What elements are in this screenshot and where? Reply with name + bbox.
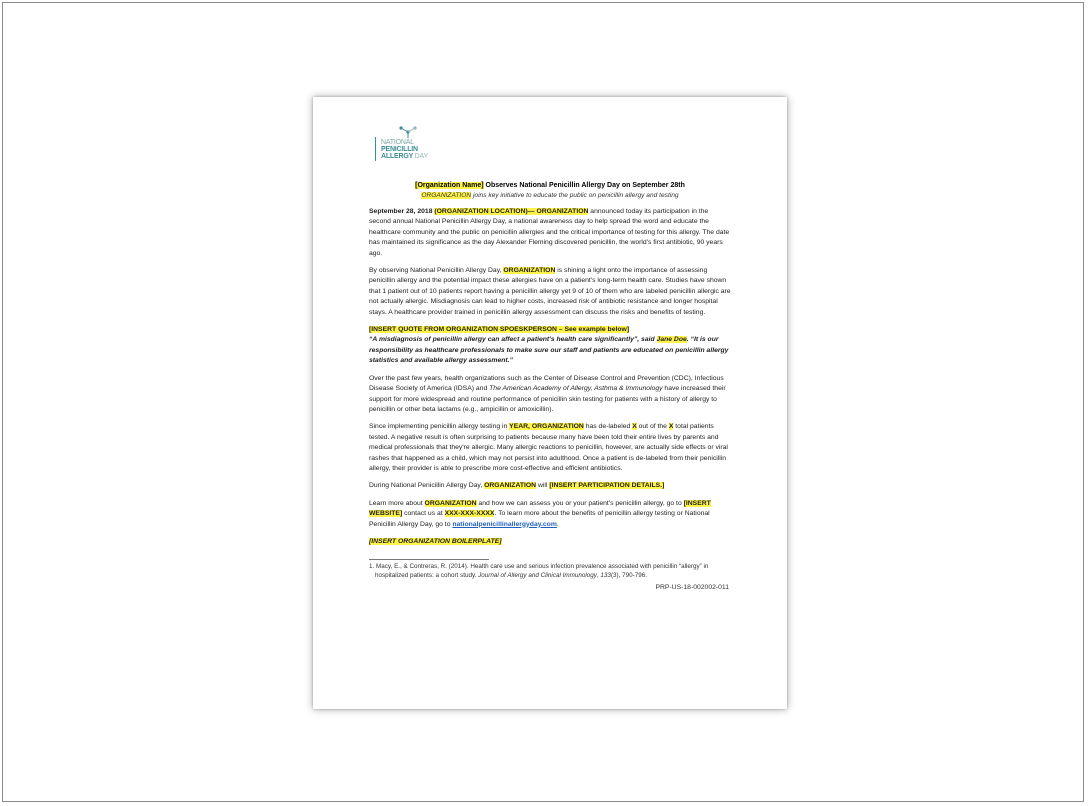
logo-bar: [375, 137, 376, 161]
paragraph-results: Since implementing penicillin allergy testing in YEAR, ORGANIZATION has de-labeled X out of the X total patients tested. A negative result is often surprising to patients because many have been told their entire lives by parents and medical professionals that they're allergic. Many allergic reactions to penicillin, however, are actually side effects or viral rashes that happened as a child, which may not persist into adulthood. Once a patient is de-labeled from their penicillin allergy, their provider is able to prescribe more cost-effective and efficient antibiotics.: [369, 423, 728, 472]
paragraph-participation: During National Penicillin Allergy Day, ORGANIZATION will [INSERT PARTICIPATION DETAILS.]: [369, 482, 665, 490]
paragraph-observing: By observing National Penicillin Allergy Day, ORGANIZATION is shining a light onto the importance of assessing penicillin allergy and the potential impact these allergies have on a patient's long-term health care. Studies have shown that 1 patient out of 10 patients report having a penicillin allergy yet 9 of 10 of them who are labeled penicillin allergic are not actually allergic. Misdiagnosis can lead to higher costs, increased risk of antibiotic resistance and longer hospital stays. A healthcare provider trained in penicillin allergy assessment can discuss the risks and benefits of testing.: [369, 267, 731, 316]
quote-label: [INSERT QUOTE FROM ORGANIZATION SPOESKPERSON – See example below]: [369, 326, 630, 334]
logo-text-allergy: ALLERGY DAY: [381, 153, 428, 160]
document-page: [313, 97, 787, 709]
footnote-divider: [369, 559, 489, 560]
press-release-body: [369, 181, 731, 591]
website-link[interactable]: nationalpenicillinallergyday.com: [452, 520, 557, 528]
release-subtitle: ORGANIZATION joins key initiative to educate the public on penicillin allergy and testing: [421, 192, 679, 199]
paragraph-announcement: September 28, 2018 (ORGANIZATION LOCATION)— ORGANIZATION announced today its participation in the second annual National Penicillin Allergy Day, a national awareness day to help spread the word and educate the healthcare community and the public on penicillin allergies and the critical importance of testing for this allergy. The date has maintained its significance as the day Alexander Fleming discovered penicillin, the world's first antibiotic, 90 years ago.: [369, 208, 730, 257]
paragraph-learn-more: Learn more about ORGANIZATION and how we can assess you or your patient's penicillin allergy, go to [INSERT WEBSITE] contact us at XXX-XXX-XXXX. To learn more about the benefits of penicillin allergy testing or National Penicillin Allergy Day, go to nationalpenicillinallergyday.com.: [369, 499, 711, 528]
footnote: 1. Macy, E., & Contreras, R. (2014). Health care use and serious infection prevalence associated with penicillin “allergy” in hospitalized patients: a cohort study. Journal of Allergy and Clinical Immunology, 133(3), 790-796.: [369, 563, 709, 579]
document-code: PRP-US-18-002002-011: [655, 583, 729, 591]
preview-frame: [2, 2, 1084, 802]
logo-text-penicillin: PENICILLIN: [381, 146, 418, 153]
release-title: [Organization Name] Observes National Penicillin Allergy Day on September 28th: [415, 182, 685, 189]
paragraph-quote: [INSERT QUOTE FROM ORGANIZATION SPOESKPERSON – See example below] “A misdiagnosis of penicillin allergy can affect a patient's health care significantly”, said Jane Doe. “It is our responsibility as healthcare professionals to make sure our staff and patients are educated on penicillin allergy statistics and available allergy assessment.”: [369, 326, 729, 365]
paragraph-health-orgs: Over the past few years, health organizations such as the Center of Disease Control and Prevention (CDC), Infectious Disease Society of America (IDSA) and The American Academy of Allergy, Asthma & Immunology have increased their support for more widespread and routine performance of penicillin skin testing for patients with a history of allergy to penicillin or other beta lactams (e.g., ampicillin or amoxicillin).: [369, 374, 726, 413]
logo-text-national: NATIONAL: [381, 139, 414, 146]
boilerplate-placeholder: [INSERT ORGANIZATION BOILERPLATE]: [369, 537, 502, 545]
molecule-icon: [397, 125, 419, 139]
penicillin-allergy-day-logo: [375, 125, 435, 169]
